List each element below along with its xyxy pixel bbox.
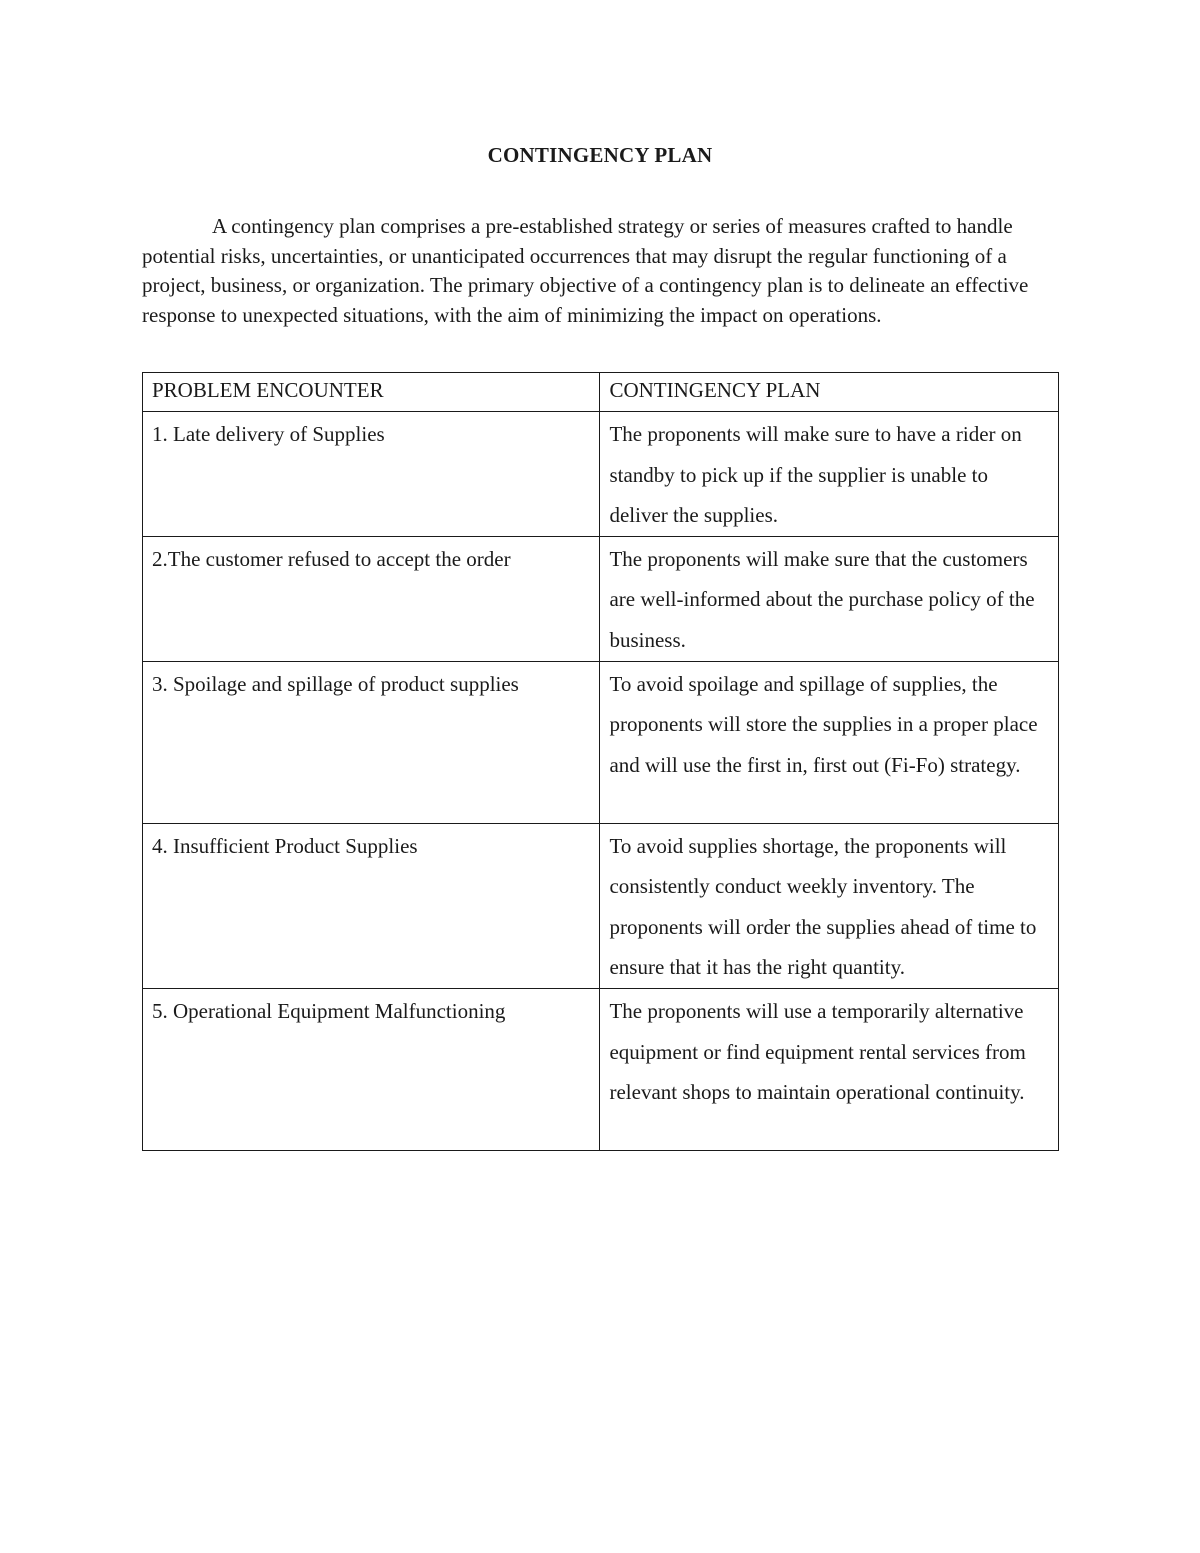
plan-cell: The proponents will make sure to have a rider on standby to pick up if the supplier is unable to deliver the supplies. bbox=[600, 412, 1059, 537]
table-header-row bbox=[143, 373, 1059, 412]
plan-cell: To avoid supplies shortage, the proponents will consistently conduct weekly inventory. The proponents will order the supplies ahead of time to ensure that it has the right quantity. bbox=[600, 823, 1059, 988]
contingency-table bbox=[142, 372, 1059, 1151]
problem-cell: 1. Late delivery of Supplies bbox=[143, 412, 600, 537]
problem-cell: 3. Spoilage and spillage of product supplies bbox=[143, 661, 600, 823]
table-row bbox=[143, 823, 1059, 988]
plan-cell: The proponents will make sure that the customers are well-informed about the purchase policy of the business. bbox=[600, 536, 1059, 661]
problem-cell: 5. Operational Equipment Malfunctioning bbox=[143, 988, 600, 1150]
plan-cell: The proponents will use a temporarily alternative equipment or find equipment rental services from relevant shops to maintain operational continuity. bbox=[600, 988, 1059, 1150]
page-title: CONTINGENCY PLAN bbox=[487, 143, 713, 167]
table-row bbox=[143, 536, 1059, 661]
header-plan: CONTINGENCY PLAN bbox=[600, 373, 1059, 412]
table-row bbox=[143, 412, 1059, 537]
header-problem: PROBLEM ENCOUNTER bbox=[143, 373, 600, 412]
problem-cell: 2.The customer refused to accept the order bbox=[143, 536, 600, 661]
table-row bbox=[143, 661, 1059, 823]
table-row bbox=[143, 988, 1059, 1150]
problem-cell: 4. Insufficient Product Supplies bbox=[143, 823, 600, 988]
plan-cell: To avoid spoilage and spillage of supplies, the proponents will store the supplies in a proper place and will use the first in, first out (Fi-Fo) strategy. bbox=[600, 661, 1059, 823]
intro-paragraph: A contingency plan comprises a pre-established strategy or series of measures crafted to handle potential risks, uncertainties, or unanticipated occurrences that may disrupt the regular functioning of a project, business, or organization. The primary objective of a contingency plan is to delineate an effective response to unexpected situations, with the aim of minimizing the impact on operations. bbox=[142, 214, 1029, 327]
